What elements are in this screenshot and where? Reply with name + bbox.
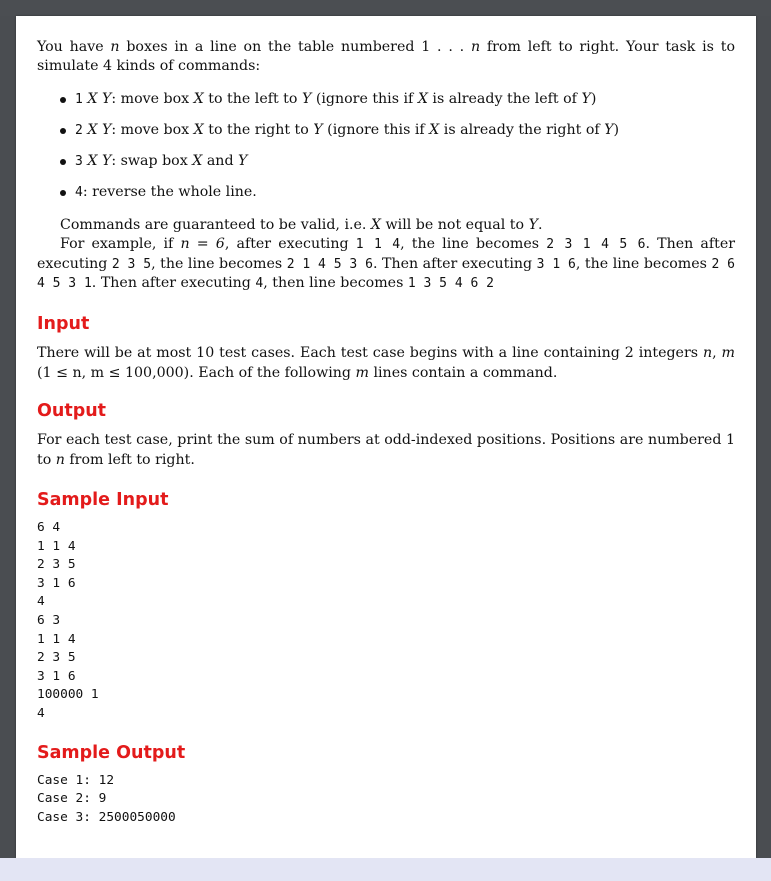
guarantee-paragraph: Commands are guaranteed to be valid, i.e. X will be not equal to Y. bbox=[60, 216, 543, 233]
sample-output-block: Case 1: 12 Case 2: 9 Case 3: 2500050000 bbox=[37, 772, 176, 825]
viewer-toolbar-strip bbox=[0, 0, 771, 16]
viewer-bottom-band bbox=[0, 858, 771, 881]
sample-input-block: 6 4 1 1 4 2 3 5 3 1 6 4 6 3 1 1 4 2 3 5 3 1 6 100000 1 4 bbox=[37, 520, 99, 721]
sample-output-heading: Sample Output bbox=[37, 742, 186, 763]
problem-statement bbox=[37, 38, 735, 827]
command-item-1: 1 X Y: move box X to the left to Y (ignore this if X is already the left of Y) bbox=[57, 90, 735, 121]
command-item-4: 4: reverse the whole line. bbox=[57, 183, 735, 214]
output-paragraph: For each test case, print the sum of numbers at odd-indexed positions. Positions are numbered 1 to n from left to right. bbox=[37, 432, 735, 468]
command-item-3: 3 X Y: swap box X and Y bbox=[57, 152, 735, 183]
output-heading: Output bbox=[37, 401, 107, 422]
document-page bbox=[16, 16, 756, 858]
input-heading: Input bbox=[37, 314, 90, 335]
example-paragraph: For example, if n = 6, after executing 1 1 4, the line becomes 2 3 1 4 5 6. Then after executing 2 3 5, the line becomes 2 1 4 5 3 6. Then after executing 3 1 6, the line becomes 2 6 4 5 3 1. Then after executing 4, then line becomes 1 3 5 4 6 2 bbox=[37, 236, 736, 292]
input-paragraph: There will be at most 10 test cases. Each test case begins with a line containing 2 integers n, m (1 ≤ n, m ≤ 100,000). Each of the following m lines contain a command. bbox=[37, 345, 735, 381]
command-list bbox=[37, 90, 735, 214]
intro-paragraph: You have n boxes in a line on the table numbered 1 . . . n from left to right. Your task is to simulate 4 kinds of commands: bbox=[37, 39, 735, 75]
sample-input-heading: Sample Input bbox=[37, 490, 169, 511]
command-item-2: 2 X Y: move box X to the right to Y (ignore this if X is already the right of Y) bbox=[57, 121, 735, 152]
